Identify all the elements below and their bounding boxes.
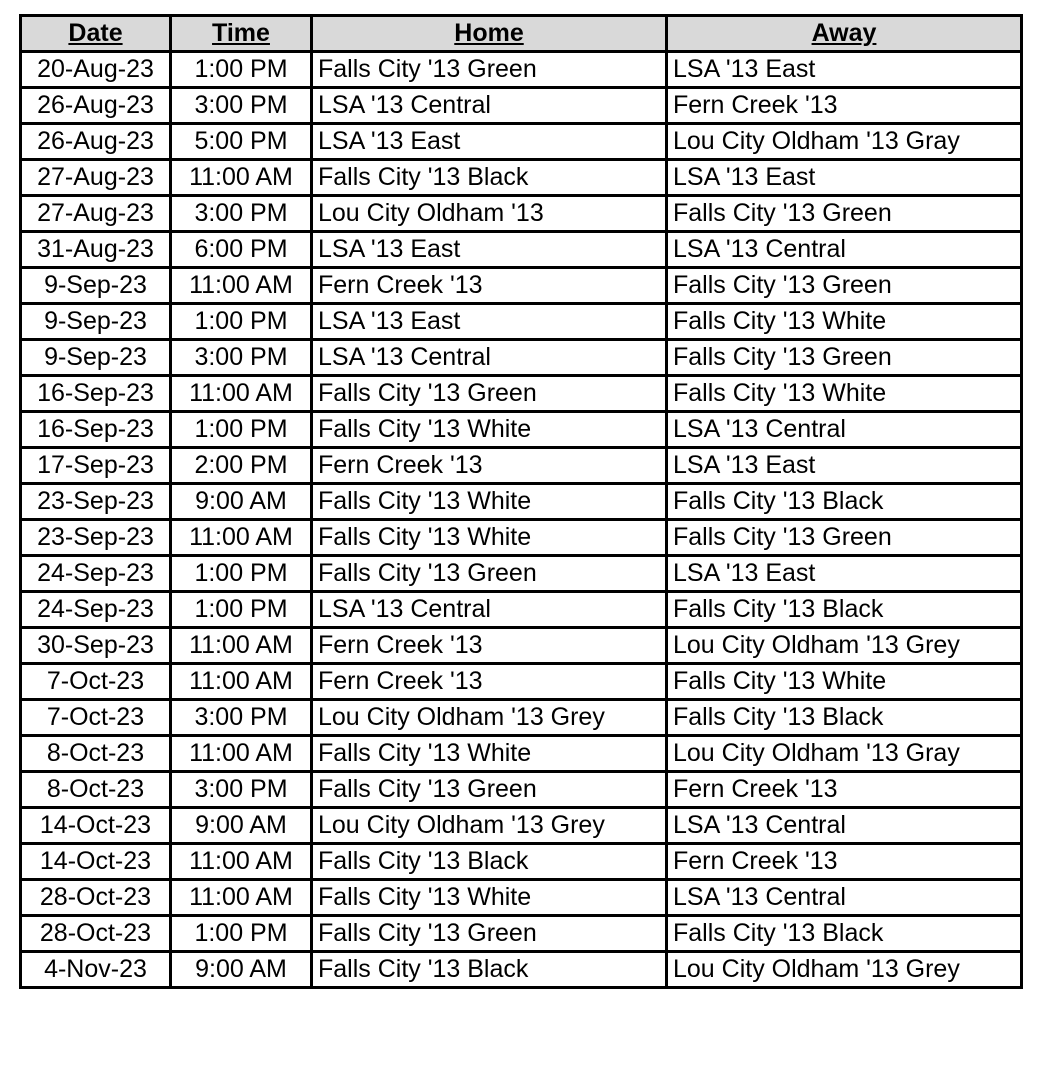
home-cell: Falls City '13 Green [312,772,667,808]
time-cell: 5:00 PM [171,124,312,160]
away-cell: Fern Creek '13 [667,844,1022,880]
time-cell: 9:00 AM [171,808,312,844]
table-row [21,376,1022,412]
home-cell: Falls City '13 Black [312,952,667,988]
away-cell: Falls City '13 Green [667,340,1022,376]
home-cell: Falls City '13 White [312,484,667,520]
away-cell: LSA '13 Central [667,232,1022,268]
table-row [21,880,1022,916]
home-cell: Fern Creek '13 [312,664,667,700]
home-cell: LSA '13 Central [312,340,667,376]
date-cell: 14-Oct-23 [21,844,171,880]
time-cell: 6:00 PM [171,232,312,268]
table-row [21,844,1022,880]
header-row [21,16,1022,52]
date-cell: 7-Oct-23 [21,700,171,736]
table-row [21,52,1022,88]
date-cell: 9-Sep-23 [21,340,171,376]
home-cell: Falls City '13 Black [312,160,667,196]
home-cell: Falls City '13 White [312,520,667,556]
date-cell: 27-Aug-23 [21,196,171,232]
time-cell: 1:00 PM [171,304,312,340]
table-row [21,232,1022,268]
home-cell: Fern Creek '13 [312,268,667,304]
home-cell: Lou City Oldham '13 [312,196,667,232]
time-cell: 1:00 PM [171,412,312,448]
table-row [21,556,1022,592]
away-cell: Falls City '13 Green [667,268,1022,304]
home-cell: Falls City '13 Green [312,556,667,592]
date-cell: 28-Oct-23 [21,916,171,952]
away-cell: LSA '13 East [667,160,1022,196]
home-cell: Lou City Oldham '13 Grey [312,700,667,736]
time-cell: 11:00 AM [171,628,312,664]
home-cell: Falls City '13 Green [312,916,667,952]
table-row [21,592,1022,628]
away-cell: Fern Creek '13 [667,772,1022,808]
date-cell: 30-Sep-23 [21,628,171,664]
table-row [21,484,1022,520]
date-cell: 4-Nov-23 [21,952,171,988]
time-cell: 11:00 AM [171,664,312,700]
away-cell: LSA '13 East [667,556,1022,592]
header-date: Date [21,16,171,52]
time-cell: 3:00 PM [171,772,312,808]
date-cell: 27-Aug-23 [21,160,171,196]
away-cell: LSA '13 East [667,52,1022,88]
home-cell: Fern Creek '13 [312,628,667,664]
home-cell: LSA '13 East [312,304,667,340]
header-time: Time [171,16,312,52]
date-cell: 24-Sep-23 [21,592,171,628]
date-cell: 17-Sep-23 [21,448,171,484]
date-cell: 26-Aug-23 [21,124,171,160]
table-row [21,340,1022,376]
table-row [21,88,1022,124]
table-row [21,412,1022,448]
away-cell: Falls City '13 Black [667,700,1022,736]
home-cell: LSA '13 Central [312,592,667,628]
time-cell: 3:00 PM [171,340,312,376]
home-cell: LSA '13 East [312,232,667,268]
table-row [21,772,1022,808]
away-cell: Falls City '13 Black [667,484,1022,520]
table-row [21,448,1022,484]
schedule-body [21,52,1022,988]
away-cell: LSA '13 Central [667,808,1022,844]
time-cell: 9:00 AM [171,952,312,988]
schedule-table [19,14,1023,989]
away-cell: LSA '13 East [667,448,1022,484]
home-cell: Falls City '13 Black [312,844,667,880]
table-row [21,664,1022,700]
time-cell: 2:00 PM [171,448,312,484]
table-row [21,160,1022,196]
time-cell: 11:00 AM [171,160,312,196]
time-cell: 11:00 AM [171,376,312,412]
away-cell: Falls City '13 Green [667,196,1022,232]
table-row [21,628,1022,664]
time-cell: 11:00 AM [171,844,312,880]
time-cell: 3:00 PM [171,88,312,124]
away-cell: Falls City '13 White [667,664,1022,700]
time-cell: 1:00 PM [171,916,312,952]
date-cell: 8-Oct-23 [21,772,171,808]
time-cell: 11:00 AM [171,268,312,304]
date-cell: 7-Oct-23 [21,664,171,700]
table-row [21,916,1022,952]
away-cell: Lou City Oldham '13 Grey [667,628,1022,664]
away-cell: LSA '13 Central [667,880,1022,916]
home-cell: Falls City '13 White [312,736,667,772]
home-cell: Lou City Oldham '13 Grey [312,808,667,844]
table-row [21,520,1022,556]
date-cell: 16-Sep-23 [21,376,171,412]
table-row [21,304,1022,340]
away-cell: Fern Creek '13 [667,88,1022,124]
date-cell: 26-Aug-23 [21,88,171,124]
home-cell: Fern Creek '13 [312,448,667,484]
away-cell: Lou City Oldham '13 Grey [667,952,1022,988]
date-cell: 31-Aug-23 [21,232,171,268]
table-row [21,736,1022,772]
home-cell: Falls City '13 White [312,412,667,448]
table-row [21,196,1022,232]
away-cell: Lou City Oldham '13 Gray [667,736,1022,772]
time-cell: 3:00 PM [171,700,312,736]
date-cell: 9-Sep-23 [21,304,171,340]
away-cell: Falls City '13 Black [667,592,1022,628]
date-cell: 16-Sep-23 [21,412,171,448]
away-cell: Falls City '13 White [667,304,1022,340]
table-row [21,124,1022,160]
date-cell: 9-Sep-23 [21,268,171,304]
table-row [21,808,1022,844]
time-cell: 11:00 AM [171,520,312,556]
table-row [21,700,1022,736]
away-cell: Falls City '13 Black [667,916,1022,952]
away-cell: Falls City '13 White [667,376,1022,412]
home-cell: Falls City '13 Green [312,52,667,88]
date-cell: 23-Sep-23 [21,520,171,556]
date-cell: 24-Sep-23 [21,556,171,592]
time-cell: 9:00 AM [171,484,312,520]
away-cell: Falls City '13 Green [667,520,1022,556]
date-cell: 14-Oct-23 [21,808,171,844]
time-cell: 1:00 PM [171,52,312,88]
home-cell: LSA '13 Central [312,88,667,124]
away-cell: Lou City Oldham '13 Gray [667,124,1022,160]
table-row [21,952,1022,988]
home-cell: Falls City '13 White [312,880,667,916]
header-away: Away [667,16,1022,52]
home-cell: LSA '13 East [312,124,667,160]
time-cell: 1:00 PM [171,592,312,628]
time-cell: 1:00 PM [171,556,312,592]
home-cell: Falls City '13 Green [312,376,667,412]
table-row [21,268,1022,304]
date-cell: 23-Sep-23 [21,484,171,520]
time-cell: 11:00 AM [171,880,312,916]
date-cell: 8-Oct-23 [21,736,171,772]
date-cell: 20-Aug-23 [21,52,171,88]
header-home: Home [312,16,667,52]
time-cell: 11:00 AM [171,736,312,772]
time-cell: 3:00 PM [171,196,312,232]
date-cell: 28-Oct-23 [21,880,171,916]
away-cell: LSA '13 Central [667,412,1022,448]
